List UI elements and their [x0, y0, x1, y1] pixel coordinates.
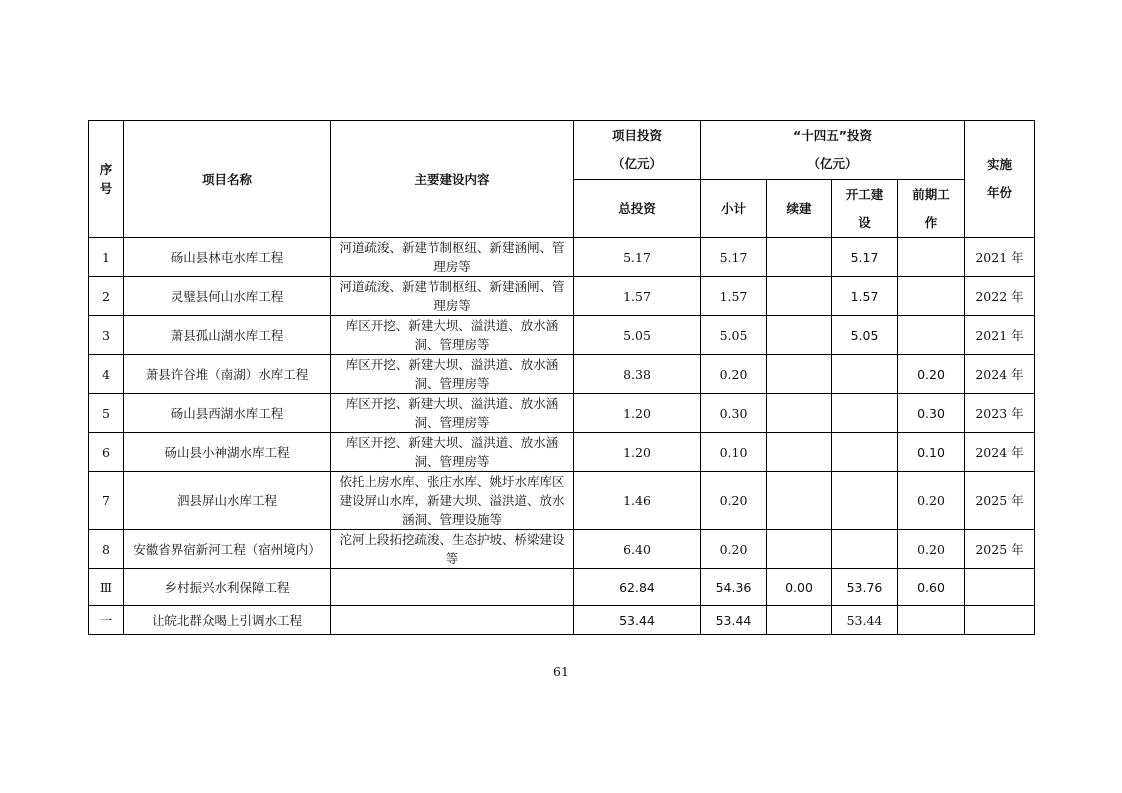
table-row — [89, 277, 1035, 316]
cell-subtotal: 0.20 — [701, 355, 767, 394]
cell-pre — [898, 238, 965, 277]
cell-name: 让皖北群众喝上引调水工程 — [124, 606, 331, 635]
cell-seq: 4 — [89, 355, 124, 394]
cell-subtotal: 0.10 — [701, 433, 767, 472]
cell-content: 库区开挖、新建大坝、溢洪道、放水涵洞、管理房等 — [331, 316, 574, 355]
cell-continued — [767, 394, 832, 433]
cell-continued — [767, 277, 832, 316]
cell-content: 依托上房水库、张庄水库、姚圩水库库区建设屏山水库，新建大坝、溢洪道、放水涵洞、管理设施等 — [331, 472, 574, 530]
cell-subtotal: 0.30 — [701, 394, 767, 433]
cell-name: 安徽省界宿新河工程（宿州境内） — [124, 530, 331, 569]
header-name: 项目名称 — [124, 121, 331, 238]
cell-continued — [767, 530, 832, 569]
cell-pre: 0.20 — [898, 355, 965, 394]
cell-new — [832, 530, 898, 569]
cell-total: 5.17 — [574, 238, 701, 277]
cell-new — [832, 394, 898, 433]
page-number: 61 — [553, 664, 569, 679]
cell-name: 砀山县小神湖水库工程 — [124, 433, 331, 472]
table-row — [89, 316, 1035, 355]
cell-year: 2024 年 — [965, 433, 1035, 472]
cell-new: 53.44 — [832, 606, 898, 635]
cell-new — [832, 355, 898, 394]
cell-subtotal: 5.17 — [701, 238, 767, 277]
table-row — [89, 238, 1035, 277]
cell-seq: 3 — [89, 316, 124, 355]
cell-year: 2025 年 — [965, 530, 1035, 569]
cell-total: 8.38 — [574, 355, 701, 394]
cell-total: 53.44 — [574, 606, 701, 635]
cell-content: 沱河上段拓挖疏浚、生态护坡、桥梁建设等 — [331, 530, 574, 569]
cell-subtotal: 0.20 — [701, 472, 767, 530]
cell-year: 2023 年 — [965, 394, 1035, 433]
project-table — [88, 120, 1035, 635]
cell-subtotal: 54.36 — [701, 569, 767, 606]
cell-continued — [767, 472, 832, 530]
table-row — [89, 355, 1035, 394]
cell-seq: 1 — [89, 238, 124, 277]
header-total-investment: 总投资 — [574, 180, 701, 238]
cell-name: 砀山县西湖水库工程 — [124, 394, 331, 433]
cell-year: 2021 年 — [965, 238, 1035, 277]
header-preliminary: 前期工 作 — [898, 180, 965, 238]
cell-seq: 6 — [89, 433, 124, 472]
cell-total: 1.20 — [574, 433, 701, 472]
summary-row — [89, 606, 1035, 635]
cell-year: 2025 年 — [965, 472, 1035, 530]
cell-content — [331, 606, 574, 635]
header-subtotal: 小计 — [701, 180, 767, 238]
cell-subtotal: 5.05 — [701, 316, 767, 355]
cell-name: 萧县孤山湖水库工程 — [124, 316, 331, 355]
cell-year — [965, 606, 1035, 635]
cell-total: 5.05 — [574, 316, 701, 355]
cell-seq: Ⅲ — [89, 569, 124, 606]
cell-continued — [767, 316, 832, 355]
cell-pre: 0.20 — [898, 472, 965, 530]
cell-total: 62.84 — [574, 569, 701, 606]
header-new-construction: 开工建 设 — [832, 180, 898, 238]
cell-pre — [898, 277, 965, 316]
cell-seq: 一 — [89, 606, 124, 635]
cell-new — [832, 472, 898, 530]
cell-continued — [767, 355, 832, 394]
cell-total: 1.46 — [574, 472, 701, 530]
cell-new: 53.76 — [832, 569, 898, 606]
cell-pre: 0.10 — [898, 433, 965, 472]
cell-pre: 0.30 — [898, 394, 965, 433]
cell-content: 河道疏浚、新建节制枢纽、新建涵闸、管理房等 — [331, 277, 574, 316]
cell-new: 1.57 — [832, 277, 898, 316]
cell-pre: 0.60 — [898, 569, 965, 606]
cell-continued: 0.00 — [767, 569, 832, 606]
header-fyp-investment: “十四五”投资 （亿元） — [701, 121, 965, 180]
cell-content — [331, 569, 574, 606]
cell-name: 萧县许谷堆（南湖）水库工程 — [124, 355, 331, 394]
cell-content: 库区开挖、新建大坝、溢洪道、放水涵洞、管理房等 — [331, 394, 574, 433]
cell-pre — [898, 316, 965, 355]
table-row — [89, 530, 1035, 569]
cell-content: 库区开挖、新建大坝、溢洪道、放水涵洞、管理房等 — [331, 433, 574, 472]
cell-name: 砀山县林屯水库工程 — [124, 238, 331, 277]
cell-continued — [767, 606, 832, 635]
table-row — [89, 394, 1035, 433]
table-row — [89, 433, 1035, 472]
cell-year: 2024 年 — [965, 355, 1035, 394]
cell-year: 2021 年 — [965, 316, 1035, 355]
cell-subtotal: 0.20 — [701, 530, 767, 569]
cell-content: 库区开挖、新建大坝、溢洪道、放水涵洞、管理房等 — [331, 355, 574, 394]
cell-seq: 2 — [89, 277, 124, 316]
header-project-investment: 项目投资 （亿元） — [574, 121, 701, 180]
cell-year — [965, 569, 1035, 606]
header-seq: 序 号 — [89, 121, 124, 238]
cell-year: 2022 年 — [965, 277, 1035, 316]
cell-content: 河道疏浚、新建节制枢纽、新建涵闸、管理房等 — [331, 238, 574, 277]
cell-total: 1.57 — [574, 277, 701, 316]
cell-pre — [898, 606, 965, 635]
cell-seq: 5 — [89, 394, 124, 433]
header-year: 实施 年份 — [965, 121, 1035, 238]
summary-row — [89, 569, 1035, 606]
cell-continued — [767, 238, 832, 277]
cell-subtotal: 1.57 — [701, 277, 767, 316]
table-row — [89, 472, 1035, 530]
cell-name: 泗县屏山水库工程 — [124, 472, 331, 530]
cell-pre: 0.20 — [898, 530, 965, 569]
cell-total: 1.20 — [574, 394, 701, 433]
cell-seq: 7 — [89, 472, 124, 530]
cell-continued — [767, 433, 832, 472]
cell-new: 5.05 — [832, 316, 898, 355]
cell-new: 5.17 — [832, 238, 898, 277]
cell-total: 6.40 — [574, 530, 701, 569]
header-content: 主要建设内容 — [331, 121, 574, 238]
cell-seq: 8 — [89, 530, 124, 569]
cell-name: 灵璧县何山水库工程 — [124, 277, 331, 316]
header-continued: 续建 — [767, 180, 832, 238]
cell-subtotal: 53.44 — [701, 606, 767, 635]
cell-name: 乡村振兴水利保障工程 — [124, 569, 331, 606]
cell-new — [832, 433, 898, 472]
